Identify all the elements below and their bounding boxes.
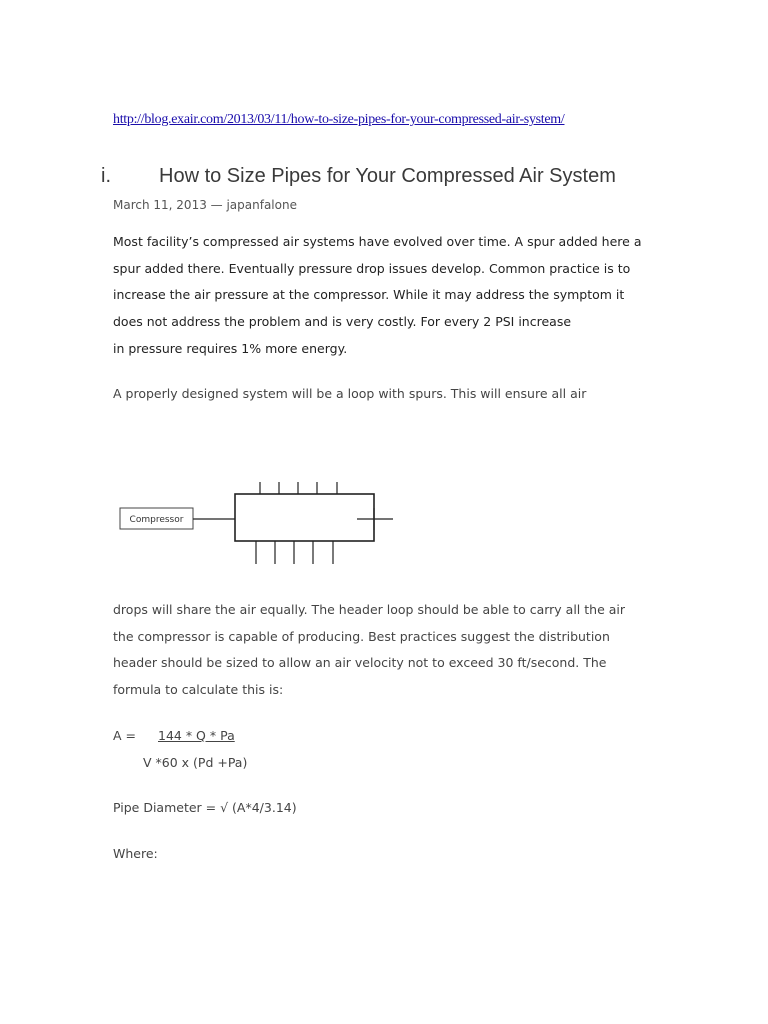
paragraph-line: does not address the problem and is very costly. For every 2 PSI increase xyxy=(113,314,572,330)
formula-lhs: A = xyxy=(113,728,136,743)
loop-paragraph xyxy=(113,381,673,408)
loop-system-diagram xyxy=(118,478,398,568)
paragraph-line: drops will share the air equally. The header loop should be able to carry all the air xyxy=(113,602,625,617)
paragraph-line: formula to calculate this is: xyxy=(113,682,284,698)
paragraph-line: in pressure requires 1% more energy. xyxy=(113,340,348,356)
paragraph-line: increase the air pressure at the compressor. While it may address the symptom it xyxy=(113,287,625,303)
intro-paragraph xyxy=(113,229,673,363)
formula-numerator: 144 * Q * Pa xyxy=(158,728,235,743)
where-label: Where: xyxy=(113,846,158,861)
drops-paragraph xyxy=(113,597,673,704)
paragraph-line: header should be sized to allow an air velocity not to exceed 30 ft/second. The xyxy=(113,655,607,671)
heading-number: i. xyxy=(101,165,111,187)
formula-denominator: V *60 x (Pd +Pa) xyxy=(143,755,248,770)
paragraph-line: Most facility’s compressed air systems have evolved over time. A spur added here a xyxy=(113,234,642,249)
article-heading xyxy=(101,165,616,188)
header-loop xyxy=(235,494,374,541)
post-meta: March 11, 2013 — japanfalone xyxy=(113,198,297,212)
pipe-diameter-formula: Pipe Diameter = √ (A*4/3.14) xyxy=(113,800,297,815)
area-formula-numerator-row xyxy=(113,728,235,743)
heading-title: How to Size Pipes for Your Compressed Air System xyxy=(159,165,616,187)
paragraph-line: the compressor is capable of producing. Best practices suggest the distribution xyxy=(113,628,610,644)
source-link[interactable]: http://blog.exair.com/2013/03/11/how-to-size-pipes-for-your-compressed-air-system/ xyxy=(113,112,565,127)
compressor-label: Compressor xyxy=(129,515,184,525)
paragraph-line: spur added there. Eventually pressure drop issues develop. Common practice is to xyxy=(113,260,631,276)
paragraph-line: A properly designed system will be a loop with spurs. This will ensure all air xyxy=(113,386,587,401)
